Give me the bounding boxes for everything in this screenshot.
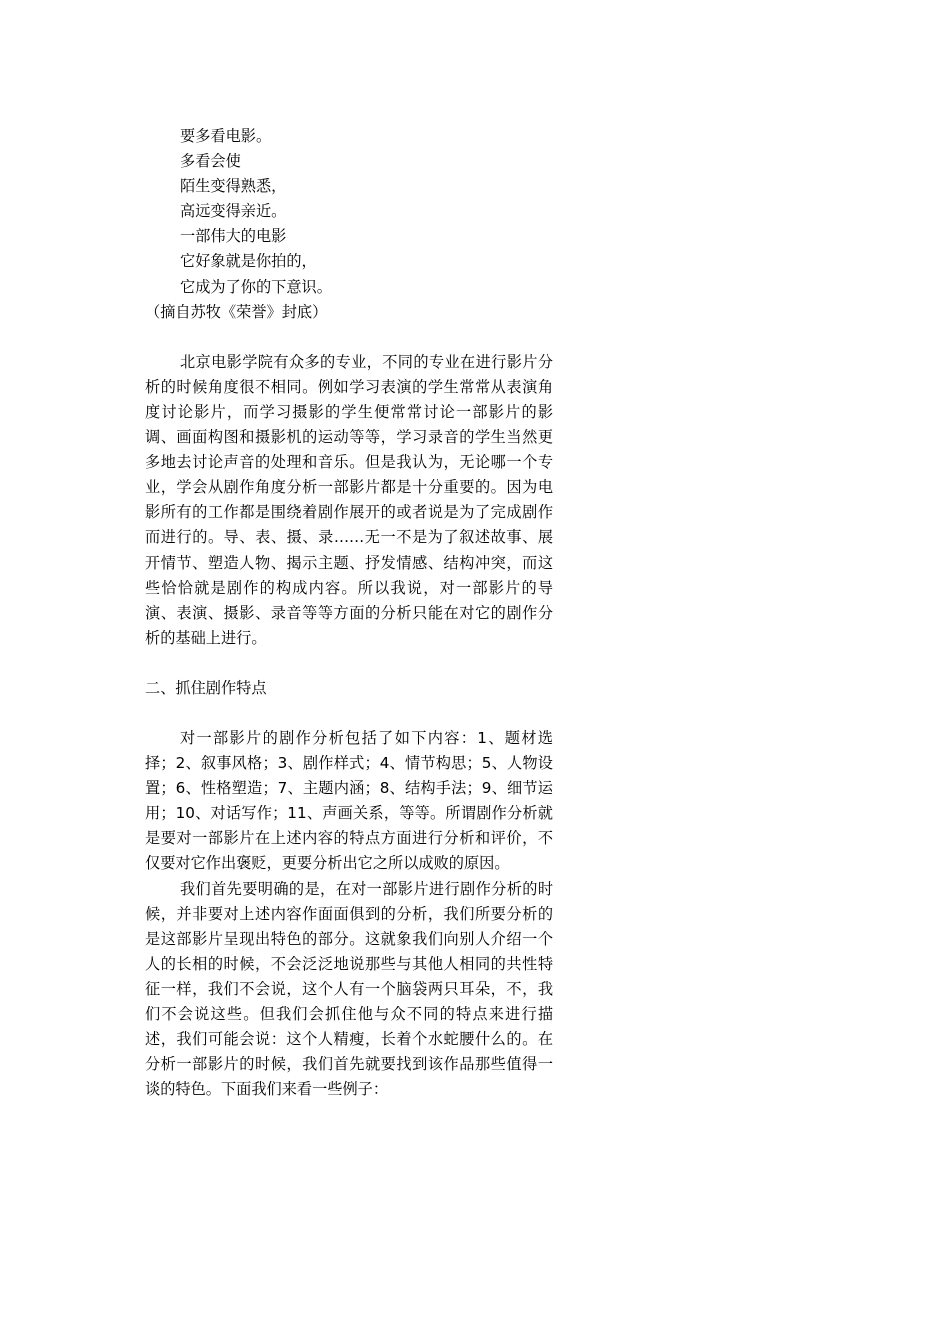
blank-line xyxy=(145,701,553,726)
document-page xyxy=(145,124,553,1102)
poem-line: 高远变得亲近。 xyxy=(180,202,287,221)
poem-line: 一部伟大的电影 xyxy=(180,227,287,246)
epigraph-poem xyxy=(145,124,553,325)
blank-line xyxy=(145,325,553,350)
intro-paragraph: 北京电影学院有众多的专业，不同的专业在进行影片分析的时候角度很不相同。例如学习表演的学生常常从表演角度讨论影片，而学习摄影的学生便常常讨论一部影片的影调、画面构图和摄影机的运动等等，学习录音的学生当然更多地去讨论声音的处理和音乐。但是我认为，无论哪一个专业，学会从剧作角度分析一部影片都是十分重要的。因为电影所有的工作都是围绕着剧作展开的或者说是为了完成剧作而进行的。导、表、摄、录……无一不是为了叙述故事、展开情节、塑造人物、揭示主题、抒发情感、结构冲突，而这些恰恰就是剧作的构成内容。所以我说，对一部影片的导演、表演、摄影、录音等等方面的分析只能在对它的剧作分析的基础上进行。 xyxy=(145,352,553,647)
body-paragraph: 我们首先要明确的是，在对一部影片进行剧作分析的时候，并非要对上述内容作面面俱到的分析，我们所要分析的是这部影片呈现出特色的部分。这就象我们向别人介绍一个人的长相的时候，不会泛泛地说那些与其他人相同的共性特征一样，我们不会说，这个人有一个脑袋两只耳朵，不，我们不会说这些。但我们会抓住他与众不同的特点来进行描述，我们可能会说：这个人精瘦，长着个水蛇腰什么的。在分析一部影片的时候，我们首先就要找到该作品那些值得一谈的特色。下面我们来看一些例子： xyxy=(145,879,553,1099)
body-paragraph: 对一部影片的剧作分析包括了如下内容：1、题材选择；2、叙事风格；3、剧作样式；4、情节构思；5、人物设置；6、性格塑造；7、主题内涵；8、结构手法；9、细节运用；10、对话写作；11、声画关系，等等。所谓剧作分析就是要对一部影片在上述内容的特点方面进行分析和评价，不仅要对它作出褒贬，更要分析出它之所以成败的原因。 xyxy=(145,728,553,873)
epigraph-source: （摘自苏牧《荣誉》封底） xyxy=(145,302,328,321)
poem-line: 多看会使 xyxy=(180,152,241,171)
blank-line xyxy=(145,651,553,676)
poem-line: 它好象就是你拍的， xyxy=(180,252,317,271)
section-heading: 二、抓住剧作特点 xyxy=(145,678,267,697)
poem-line: 陌生变得熟悉， xyxy=(180,177,287,196)
poem-line: 它成为了你的下意识。 xyxy=(180,277,332,296)
poem-line: 要多看电影。 xyxy=(180,127,272,145)
